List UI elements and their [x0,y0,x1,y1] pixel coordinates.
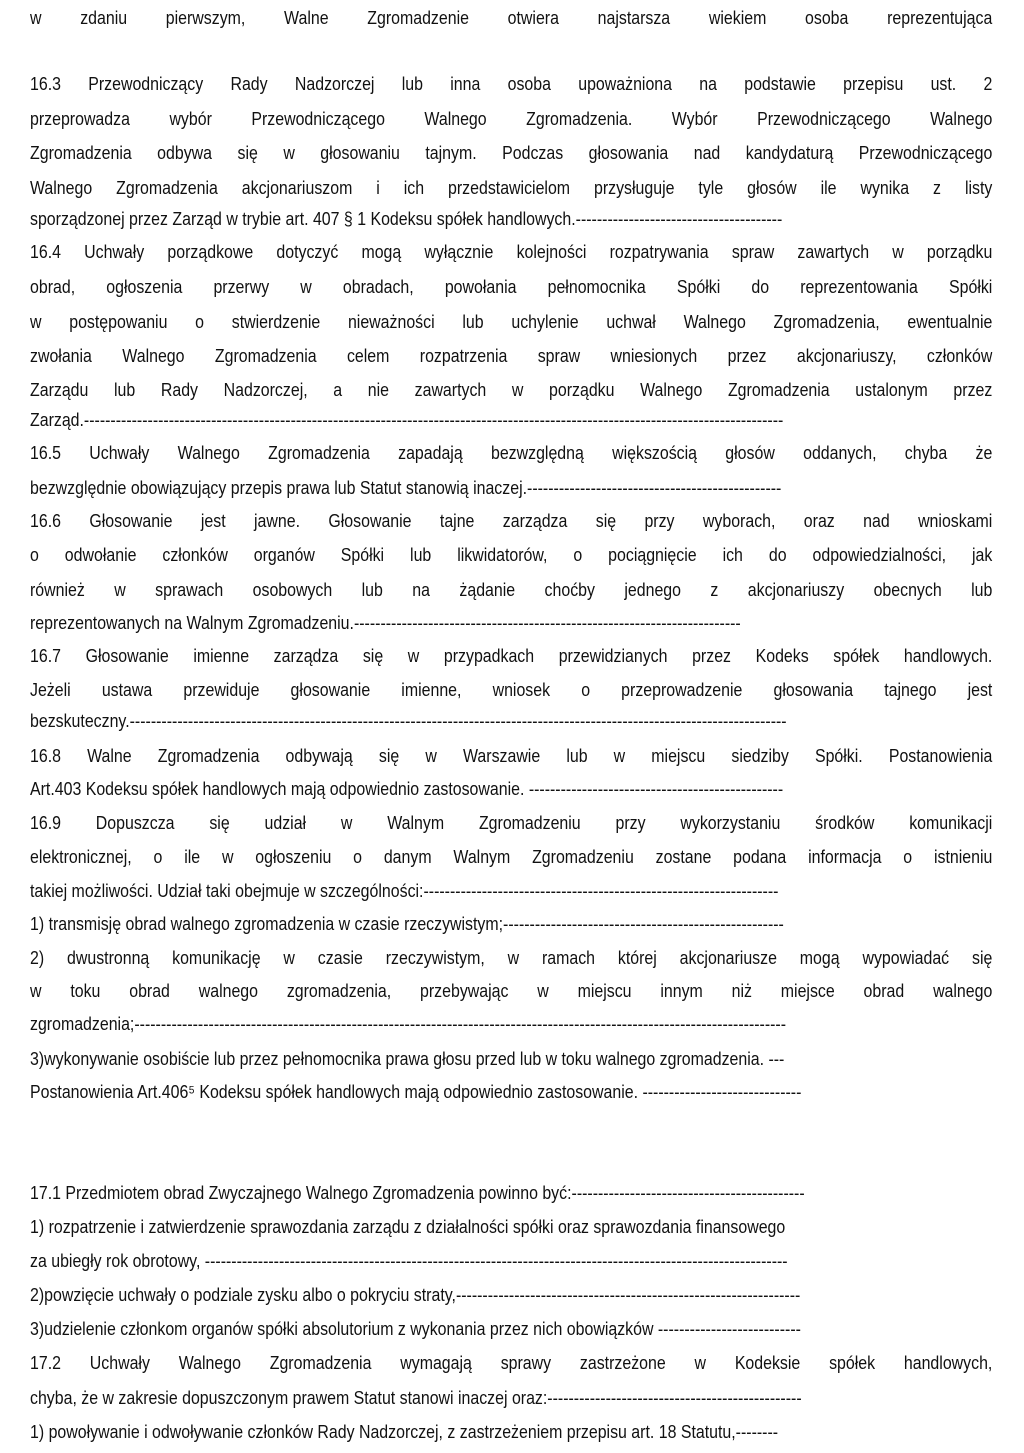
text-line: 16.4 Uchwały porządkowe dotyczyć mogą wyłącznie kolejności rozpatrywania spraw zawartych w porządku [30,241,993,262]
text-line: 16.7 Głosowanie imienne zarządza się w przypadkach przewidzianych przez Kodeks spółek handlowych. [30,645,993,666]
text-line: za ubiegły rok obrotowy, -------------------------------------------------------------------------------------------------------------- [30,1250,788,1271]
text-line: 3)udzielenie członkom organów spółki absolutorium z wykonania przez nich obowiązków --------------------------- [30,1318,801,1339]
text-line: 16.8 Walne Zgromadzenia odbywają się w Warszawie lub w miejscu siedziby Spółki. Postanowienia [30,745,993,766]
text-line: 2) dwustronną komunikację w czasie rzeczywistym, w ramach której akcjonariusze mogą wypowiadać się [30,947,993,968]
text-line: Art.403 Kodeksu spółek handlowych mają odpowiednio zastosowanie. ------------------------------------------------ [30,778,784,799]
text-line: 2)powzięcie uchwały o podziale zysku albo o pokryciu straty,----------------------------------------------------------------- [30,1284,801,1305]
text-line: również w sprawach osobowych lub na żądanie choćby jednego z akcjonariuszy obecnych lub [30,579,993,600]
text-line: 3)wykonywanie osobiście lub przez pełnomocnika prawa głosu przed lub w toku walnego zgromadzenia. --- [30,1048,785,1069]
text-line: 1) powoływanie i odwoływanie członków Rady Nadzorczej, z zastrzeżeniem przepisu art. 18 Statutu,-------- [30,1421,779,1442]
text-line: zgromadzenia;--------------------------------------------------------------------------------------------------------------------------- [30,1013,787,1034]
text-line: Walnego Zgromadzenia akcjonariuszom i ich przedstawicielom przysługuje tyle głosów ile wynika z listy [30,177,993,198]
text-line: 17.2 Uchwały Walnego Zgromadzenia wymagają sprawy zastrzeżone w Kodeksie spółek handlowych, [30,1352,993,1373]
text-line: elektronicznej, o ile w ogłoszeniu o danym Walnym Zgromadzeniu zostane podana informacja o istnieniu [30,846,993,867]
text-line: w toku obrad walnego zgromadzenia, przebywając w miejscu innym niż miejsce obrad walnego [30,980,993,1001]
text-line: 16.6 Głosowanie jest jawne. Głosowanie tajne zarządza się przy wyborach, oraz nad wnioskami [30,510,993,531]
text-line: Zarządu lub Rady Nadzorczej, a nie zawartych w porządku Walnego Zgromadzenia ustalonym przez [30,379,993,400]
text-line: o odwołanie członków organów Spółki lub likwidatorów, o pociągnięcie ich do odpowiedzialności, jak [30,544,993,565]
text-line: Zgromadzenia odbywa się w głosowaniu tajnym. Podczas głosowania nad kandydaturą Przewodniczącego [30,142,993,163]
text-line: bezskuteczny.---------------------------------------------------------------------------------------------------------------------------- [30,710,787,731]
text-line: 16.9 Dopuszcza się udział w Walnym Zgromadzeniu przy wykorzystaniu środków komunikacji [30,812,993,833]
text-line: 1) transmisję obrad walnego zgromadzenia w czasie rzeczywistym;----------------------------------------------------- [30,913,784,934]
text-line: reprezentowanych na Walnym Zgromadzeniu.------------------------------------------------------------------------- [30,612,741,633]
text-line: 16.5 Uchwały Walnego Zgromadzenia zapadają bezwzględną większością głosów oddanych, chyba że [30,442,993,463]
text-line: Jeżeli ustawa przewiduje głosowanie imienne, wniosek o przeprowadzenie głosowania tajnego jest [30,679,993,700]
text-line: Zarząd.------------------------------------------------------------------------------------------------------------------------------------ [30,409,784,430]
text-line: przeprowadza wybór Przewodniczącego Walnego Zgromadzenia. Wybór Przewodniczącego Walnego [30,108,993,129]
text-line: 16.3 Przewodniczący Rady Nadzorczej lub inna osoba upoważniona na podstawie przepisu ust. 2 [30,73,993,94]
text-line: sporządzonej przez Zarząd w trybie art. 407 § 1 Kodeksu spółek handlowych.--------------------------------------- [30,208,783,229]
text-line: w zdaniu pierwszym, Walne Zgromadzenie otwiera najstarsza wiekiem osoba reprezentująca [30,7,993,28]
text-line: 17.1 Przedmiotem obrad Zwyczajnego Walnego Zgromadzenia powinno być:-------------------------------------------- [30,1182,805,1203]
text-line: obrad, ogłoszenia przerwy w obradach, powołania pełnomocnika Spółki do reprezentowania Spółki [30,276,993,297]
text-line: bezwzględnie obowiązujący przepis prawa lub Statut stanowią inaczej.------------------------------------------------ [30,477,782,498]
text-line: w postępowaniu o stwierdzenie nieważności lub uchylenie uchwał Walnego Zgromadzenia, ewentualnie [30,311,993,332]
text-line: takiej możliwości. Udział taki obejmuje w szczególności:------------------------------------------------------------------- [30,880,779,901]
text-line: 1) rozpatrzenie i zatwierdzenie sprawozdania zarządu z działalności spółki oraz sprawozdania finansowego [30,1216,786,1237]
text-line: Postanowienia Art.406⁵ Kodeksu spółek handlowych mają odpowiednio zastosowanie. ------------------------------ [30,1081,802,1102]
text-line: zwołania Walnego Zgromadzenia celem rozpatrzenia spraw wniesionych przez akcjonariuszy, członków [30,345,993,366]
text-line: chyba, że w zakresie dopuszczonym prawem Statut stanowi inaczej oraz:------------------------------------------------ [30,1387,802,1408]
